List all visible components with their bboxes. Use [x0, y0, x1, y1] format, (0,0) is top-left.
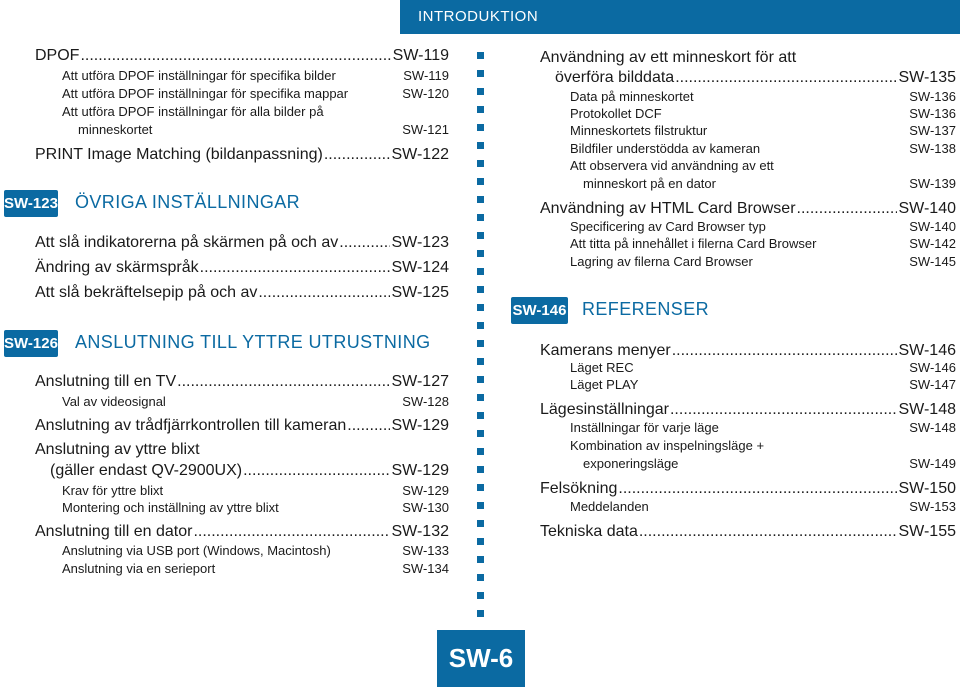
toc-label: Anslutning via USB port (Windows, Macintosh): [62, 543, 331, 558]
toc-page: SW-145: [909, 254, 956, 269]
toc-page: SW-140: [909, 219, 956, 234]
toc-entry[interactable]: [555, 69, 956, 87]
toc-page: SW-134: [402, 561, 449, 576]
toc-page: SW-149: [909, 456, 956, 471]
toc-label: Krav för yttre blixt: [62, 483, 164, 498]
toc-entry[interactable]: [540, 480, 956, 498]
toc-label: Montering och inställning av yttre blixt: [62, 500, 279, 515]
toc-page: SW-119: [403, 68, 449, 83]
toc-page: SW-138: [909, 141, 956, 156]
toc-entry[interactable]: [540, 523, 956, 541]
toc-subentry[interactable]: [570, 106, 956, 121]
toc-entry-print-image[interactable]: [35, 146, 449, 164]
toc-entry[interactable]: [35, 417, 449, 435]
toc-page: SW-137: [909, 123, 956, 138]
toc-page: SW-124: [391, 259, 449, 276]
toc-label: minneskortet: [78, 122, 153, 137]
toc-subentry[interactable]: [570, 360, 956, 375]
toc-page: SW-147: [909, 377, 956, 392]
toc-label: Inställningar för varje läge: [570, 420, 719, 435]
toc-label: Anslutning av trådfjärrkontrollen till kameran: [35, 417, 347, 434]
toc-label: Specificering av Card Browser typ: [570, 219, 766, 234]
toc-label: Att slå bekräftelsepip på och av: [35, 284, 258, 301]
toc-page: SW-146: [898, 342, 956, 359]
toc-label: exponeringsläge: [583, 456, 679, 471]
toc-page: SW-150: [898, 480, 956, 497]
toc-label: PRINT Image Matching (bildanpassning): [35, 146, 323, 163]
toc-page: SW-120: [402, 86, 449, 101]
toc-entry-line1: Användning av ett minneskort för att: [540, 49, 797, 66]
section-header-title: INTRODUKTION: [418, 8, 539, 25]
toc-entry-line1: Anslutning av yttre blixt: [35, 441, 200, 458]
toc-subentry[interactable]: [62, 500, 449, 515]
toc-page: SW-129: [391, 462, 449, 479]
toc-label: DPOF: [35, 47, 80, 64]
toc-label: Minneskortets filstruktur: [570, 123, 708, 138]
toc-page: SW-153: [909, 499, 956, 514]
section-title: ANSLUTNING TILL YTTRE UTRUSTNING: [75, 332, 431, 352]
toc-subentry[interactable]: [62, 68, 449, 83]
toc-page: SW-135: [898, 69, 956, 86]
toc-page: SW-140: [898, 200, 956, 217]
toc-page: SW-130: [402, 500, 449, 515]
toc-label: Tekniska data: [540, 523, 638, 540]
toc-page: SW-132: [391, 523, 449, 540]
toc-subentry[interactable]: [570, 254, 956, 269]
toc-subentry[interactable]: [570, 236, 956, 251]
toc-subentry[interactable]: [62, 483, 449, 498]
toc-page: SW-133: [402, 543, 449, 558]
toc-entry[interactable]: [540, 200, 956, 218]
header-bar: [400, 0, 960, 34]
toc-label: (gäller endast QV-2900UX): [50, 462, 243, 479]
toc-subentry[interactable]: [583, 456, 956, 471]
toc-subentry[interactable]: [570, 377, 956, 392]
toc-page: SW-123: [391, 234, 449, 251]
toc-subentry[interactable]: [570, 420, 956, 435]
toc-page: SW-127: [391, 373, 449, 390]
toc-label: Läget REC: [570, 360, 634, 375]
toc-page: SW-142: [909, 236, 956, 251]
toc-label: Att utföra DPOF inställningar för specifika bilder: [62, 68, 336, 83]
toc-label: Att slå indikatorerna på skärmen på och av: [35, 234, 339, 251]
toc-entry[interactable]: [35, 259, 449, 277]
toc-page: SW-129: [391, 417, 449, 434]
toc-label: Anslutning till en dator: [35, 523, 193, 540]
toc-label: Bildfiler understödda av kameran: [570, 141, 761, 156]
toc-subentry[interactable]: [78, 122, 449, 137]
toc-subentry[interactable]: [570, 89, 956, 104]
toc-label: överföra bilddata: [555, 69, 675, 86]
toc-subentry[interactable]: [570, 141, 956, 156]
toc-page: SW-119: [392, 47, 449, 64]
toc-subentry[interactable]: [62, 86, 449, 101]
toc-page: SW-155: [898, 523, 956, 540]
toc-label: Ändring av skärmspråk: [35, 259, 199, 276]
toc-page: SW-125: [391, 284, 449, 301]
toc-label: Anslutning via en serieport: [62, 561, 216, 576]
toc-entry[interactable]: [35, 284, 449, 302]
section-title: ÖVRIGA INSTÄLLNINGAR: [75, 192, 301, 212]
toc-label: Att utföra DPOF inställningar för specifika mappar: [62, 86, 349, 101]
toc-label: Val av videosignal: [62, 394, 166, 409]
toc-label: Kamerans menyer: [540, 342, 671, 359]
toc-label: Lagring av filerna Card Browser: [570, 254, 753, 269]
toc-entry[interactable]: [540, 401, 956, 419]
section-badge: SW-146: [511, 297, 568, 324]
toc-label: Lägesinställningar: [540, 401, 669, 418]
toc-label: Data på minneskortet: [570, 89, 694, 104]
toc-subentry-line1: Att observera vid användning av ett: [570, 158, 774, 173]
toc-subentry[interactable]: [570, 123, 956, 138]
toc-label: minneskort på en dator: [583, 176, 716, 191]
toc-page: SW-121: [402, 122, 449, 137]
toc-page: SW-139: [909, 176, 956, 191]
toc-entry[interactable]: [35, 523, 449, 541]
toc-page: SW-148: [909, 420, 956, 435]
toc-entry[interactable]: [50, 462, 449, 480]
toc-page: SW-136: [909, 106, 956, 121]
toc-subentry[interactable]: [570, 499, 956, 514]
toc-label: Meddelanden: [570, 499, 649, 514]
toc-entry[interactable]: [35, 373, 449, 391]
toc-page: SW-128: [402, 394, 449, 409]
section-badge: SW-126: [4, 330, 58, 357]
toc-subentry-line1: Att utföra DPOF inställningar för alla bilder på: [62, 104, 324, 119]
toc-label: Protokollet DCF: [570, 106, 662, 121]
toc-label: Anslutning till en TV: [35, 373, 177, 390]
section-title: REFERENSER: [582, 299, 710, 319]
toc-label: Användning av HTML Card Browser: [540, 200, 796, 217]
page-number-badge: SW-6: [437, 630, 525, 687]
toc-page: SW-122: [391, 146, 449, 163]
toc-subentry[interactable]: [62, 561, 449, 576]
toc-page: SW-148: [898, 401, 956, 418]
toc-label: Felsökning: [540, 480, 618, 497]
toc-page: SW-129: [402, 483, 449, 498]
toc-subentry[interactable]: [62, 543, 449, 558]
toc-entry-dpof[interactable]: [35, 47, 449, 65]
section-badge: SW-123: [4, 190, 58, 217]
toc-entry[interactable]: [540, 342, 956, 360]
toc-subentry-line1: Kombination av inspelningsläge +: [570, 438, 765, 453]
toc-subentry[interactable]: [570, 219, 956, 234]
toc-page: SW-146: [909, 360, 956, 375]
toc-subentry[interactable]: [583, 176, 956, 191]
toc-label: Att titta på innehållet i filerna Card Browser: [570, 236, 817, 251]
toc-subentry[interactable]: [62, 394, 449, 409]
toc-entry[interactable]: [35, 234, 449, 252]
toc-page: SW-136: [909, 89, 956, 104]
toc-label: Läget PLAY: [570, 377, 639, 392]
